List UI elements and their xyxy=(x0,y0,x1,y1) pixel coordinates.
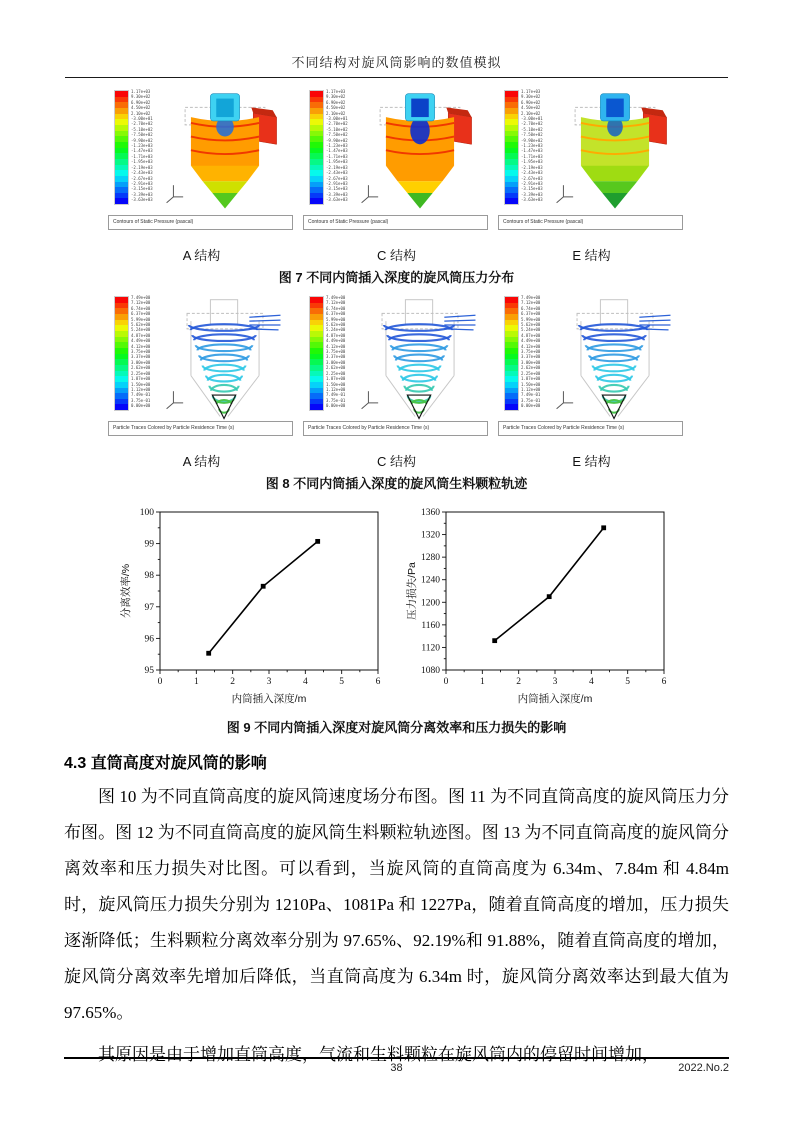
figure7-caption: 图 7 不同内筒插入深度的旋风筒压力分布 xyxy=(278,270,515,285)
svg-text:1200: 1200 xyxy=(420,598,440,609)
svg-text:97: 97 xyxy=(144,602,154,613)
svg-text:4: 4 xyxy=(588,677,594,687)
structure-label: A 结构 xyxy=(182,454,221,469)
figure7-panel-row xyxy=(97,86,697,244)
svg-text:5: 5 xyxy=(624,677,630,687)
particle-trace-panel-e xyxy=(494,292,689,450)
colorbar-title: Particle Traces Colored by Particle Residence Time (s) xyxy=(303,421,488,436)
separation-efficiency-chart xyxy=(118,502,390,715)
svg-text:99: 99 xyxy=(144,539,154,550)
colorbar: 7.49e+00 7.12e+00 6.74e+00 6.37e+00 5.99e+00 5.62e+00 5.24e+00 4.87e+00 4.49e+00 4.12e+00 3.75e+00 3.37e+00 3.00e+00 2.62e+00 2.25e+00 1.87e+00 1.50e+00 1.12e+00 7.49e-01 3.75e-01 0.00e+00 xyxy=(114,296,150,411)
svg-text:100: 100 xyxy=(139,508,154,518)
svg-text:分离效率/%: 分离效率/% xyxy=(119,563,132,619)
figure8-block xyxy=(97,292,697,492)
svg-text:0: 0 xyxy=(443,677,448,687)
svg-text:1: 1 xyxy=(479,677,485,687)
footer-rule xyxy=(64,1057,729,1059)
structure-label: A 结构 xyxy=(182,248,221,263)
svg-text:压力损失/Pa: 压力损失/Pa xyxy=(405,562,418,620)
section-heading-4-3: 4.3 直筒高度对旋风筒的影响 xyxy=(64,755,267,772)
cfd-pressure-panel-c xyxy=(299,86,494,244)
colorbar: 1.17e+03 9.30e+02 6.90e+02 4.50e+02 2.10e+02 -3.00e+01 -2.70e+02 -5.10e+02 -7.50e+02 -9.90e+02 -1.23e+03 -1.47e+03 -1.71e+03 -1.95e+03 -2.19e+03 -2.43e+03 -2.67e+03 -2.91e+03 -3.15e+03 -3.39e+03 -3.63e+03 xyxy=(114,90,153,205)
svg-text:0: 0 xyxy=(157,677,162,687)
colorbar: 1.17e+03 9.30e+02 6.90e+02 4.50e+02 2.10e+02 -3.00e+01 -2.70e+02 -5.10e+02 -7.50e+02 -9.90e+02 -1.23e+03 -1.47e+03 -1.71e+03 -1.95e+03 -2.19e+03 -2.43e+03 -2.67e+03 -2.91e+03 -3.15e+03 -3.39e+03 -3.63e+03 xyxy=(309,90,348,205)
svg-text:1240: 1240 xyxy=(420,575,440,586)
svg-text:1320: 1320 xyxy=(420,530,440,541)
colorbar-title: Particle Traces Colored by Particle Residence Time (s) xyxy=(108,421,293,436)
axis-triad-icon xyxy=(362,185,379,203)
axis-triad-icon xyxy=(557,391,574,409)
colorbar-title: Contours of Static Pressure (pascal) xyxy=(498,215,683,230)
svg-text:内筒插入深度/m: 内筒插入深度/m xyxy=(517,693,592,705)
svg-text:1280: 1280 xyxy=(420,553,440,564)
axis-triad-icon xyxy=(167,391,184,409)
axis-triad-icon xyxy=(167,185,184,203)
axis-triad-icon xyxy=(557,185,574,203)
svg-text:1: 1 xyxy=(193,677,199,687)
particle-trace-plot xyxy=(347,292,493,432)
structure-label: C 结构 xyxy=(376,248,416,263)
svg-text:6: 6 xyxy=(661,677,666,687)
figure7-structure-labels xyxy=(97,245,697,264)
svg-text:2: 2 xyxy=(515,677,521,687)
svg-text:2: 2 xyxy=(229,677,235,687)
body-paragraph: 其原因是由于增加直筒高度，气流和生料颗粒在旋风筒内的停留时间增加， xyxy=(98,1045,659,1064)
colorbar: 7.49e+00 7.12e+00 6.74e+00 6.37e+00 5.99e+00 5.62e+00 5.24e+00 4.87e+00 4.49e+00 4.12e+00 3.75e+00 3.37e+00 3.00e+00 2.62e+00 2.25e+00 1.87e+00 1.50e+00 1.12e+00 7.49e-01 3.75e-01 0.00e+00 xyxy=(309,296,345,411)
figure7-block xyxy=(97,86,697,286)
svg-text:96: 96 xyxy=(144,634,154,645)
particle-trace-panel-a xyxy=(104,292,299,450)
pressure-contour-plot xyxy=(152,86,298,226)
svg-text:3: 3 xyxy=(266,677,271,687)
structure-label: E 结构 xyxy=(572,248,611,263)
page-footer xyxy=(64,1057,729,1074)
structure-label: E 结构 xyxy=(572,454,611,469)
pressure-loss-chart xyxy=(404,502,676,715)
cfd-pressure-panel-a xyxy=(104,86,299,244)
figure8-caption: 图 8 不同内筒插入深度的旋风筒生料颗粒轨迹 xyxy=(265,476,528,491)
header-rule xyxy=(65,77,728,78)
svg-text:1080: 1080 xyxy=(420,666,440,676)
svg-text:1120: 1120 xyxy=(420,643,440,654)
svg-text:3: 3 xyxy=(552,677,557,687)
svg-text:95: 95 xyxy=(144,666,154,676)
colorbar-title: Contours of Static Pressure (pascal) xyxy=(303,215,488,230)
cfd-pressure-panel-e xyxy=(494,86,689,244)
pressure-contour-plot xyxy=(542,86,688,226)
figure9-caption: 图 9 不同内筒插入深度对旋风筒分离效率和压力损失的影响 xyxy=(226,720,567,735)
particle-trace-plot xyxy=(542,292,688,432)
svg-text:98: 98 xyxy=(144,571,154,582)
figure9-block xyxy=(0,502,793,736)
colorbar: 7.49e+00 7.12e+00 6.74e+00 6.37e+00 5.99e+00 5.62e+00 5.24e+00 4.87e+00 4.49e+00 4.12e+00 3.75e+00 3.37e+00 3.00e+00 2.62e+00 2.25e+00 1.87e+00 1.50e+00 1.12e+00 7.49e-01 3.75e-01 0.00e+00 xyxy=(504,296,540,411)
svg-text:1360: 1360 xyxy=(420,508,440,518)
axis-triad-icon xyxy=(362,391,379,409)
svg-text:1160: 1160 xyxy=(420,620,440,631)
page-header-title: 不同结构对旋风筒影响的数值模拟 xyxy=(291,55,502,70)
figure8-panel-row xyxy=(97,292,697,450)
svg-text:内筒插入深度/m: 内筒插入深度/m xyxy=(231,693,306,705)
svg-text:6: 6 xyxy=(375,677,380,687)
colorbar-title: Particle Traces Colored by Particle Residence Time (s) xyxy=(498,421,683,436)
pressure-contour-plot xyxy=(347,86,493,226)
page-number: 38 xyxy=(390,1062,403,1074)
figure8-structure-labels xyxy=(97,451,697,470)
body-paragraph: 图 10 为不同直筒高度的旋风筒速度场分布图。图 11 为不同直筒高度的旋风筒压力分布图。图 12 为不同直筒高度的旋风筒生料颗粒轨迹图。图 13 为不同直筒高度的旋风筒分离效率和压力损失对比图。可以看到，当旋风筒的直筒高度为 6.34m、7.84m 和 4.84m 时，旋风筒压力损失分别为 1210Pa、1081Pa 和 1227Pa，随着直筒高度的增加，压力损失逐渐降低；生料颗粒分离效率分别为 97.65%、92.19%和 91.88%，随着直筒高度的增加，旋风筒分离效率先增加后降低，当直筒高度为 6.34m 时，旋风筒分离效率达到最大值为 97.65%。 xyxy=(64,787,729,1022)
colorbar-title: Contours of Static Pressure (pascal) xyxy=(108,215,293,230)
colorbar: 1.17e+03 9.30e+02 6.90e+02 4.50e+02 2.10e+02 -3.00e+01 -2.70e+02 -5.10e+02 -7.50e+02 -9.90e+02 -1.23e+03 -1.47e+03 -1.71e+03 -1.95e+03 -2.19e+03 -2.43e+03 -2.67e+03 -2.91e+03 -3.15e+03 -3.39e+03 -3.63e+03 xyxy=(504,90,543,205)
svg-text:4: 4 xyxy=(302,677,308,687)
particle-trace-plot xyxy=(152,292,298,432)
issue-label: 2022.No.2 xyxy=(678,1062,729,1074)
svg-text:5: 5 xyxy=(338,677,344,687)
figure9-charts-row xyxy=(0,502,793,715)
particle-trace-panel-c xyxy=(299,292,494,450)
structure-label: C 结构 xyxy=(376,454,416,469)
